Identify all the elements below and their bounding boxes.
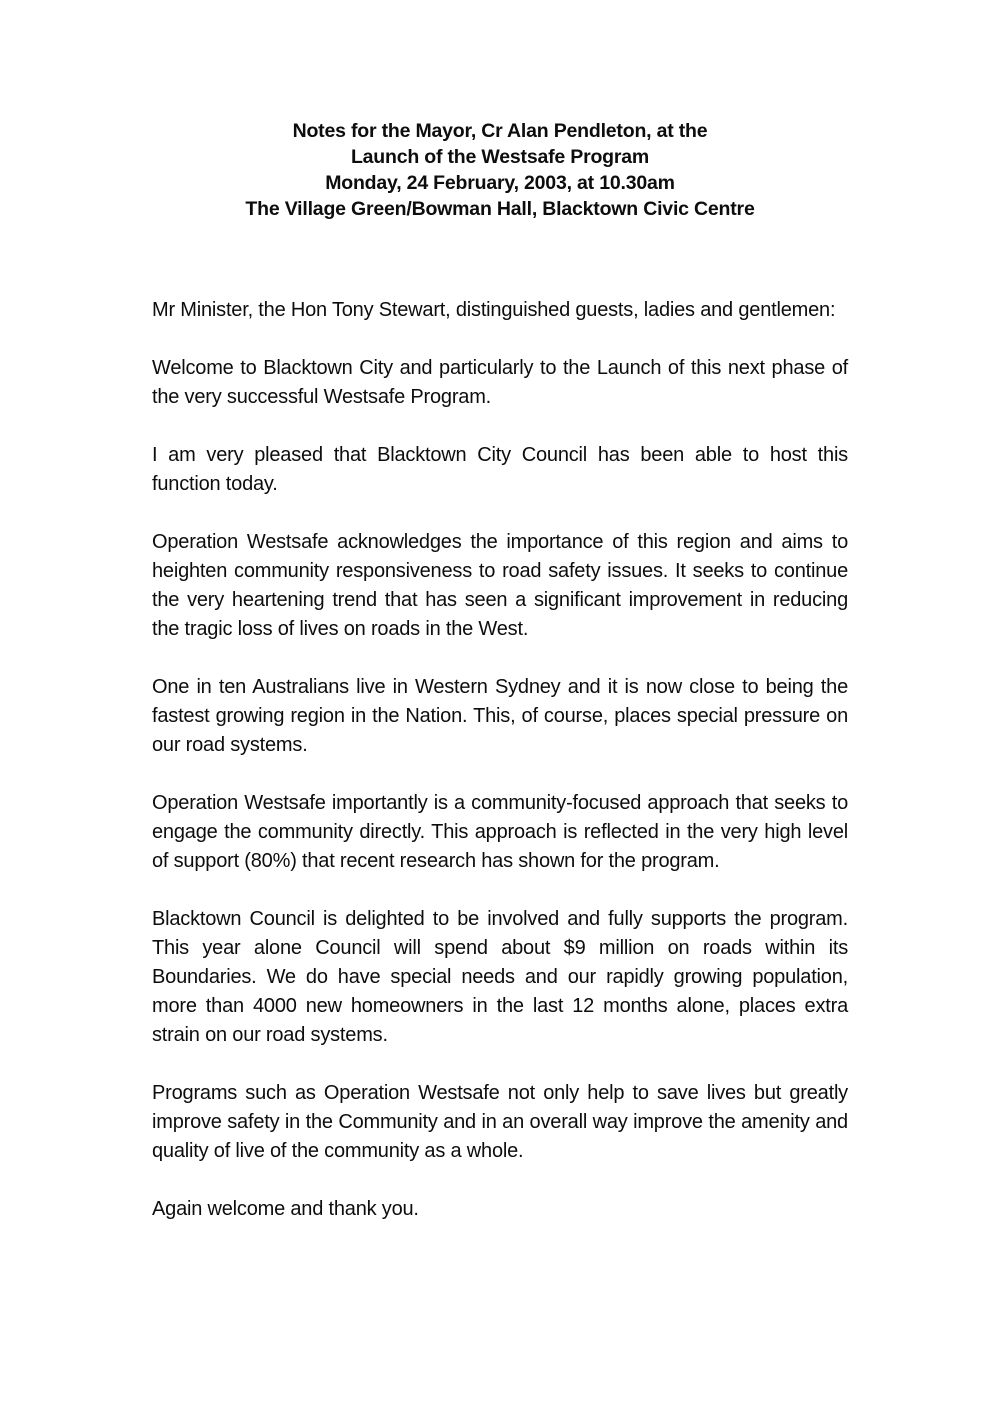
- title-line-4: The Village Green/Bowman Hall, Blacktown Civic Centre: [245, 198, 755, 220]
- paragraph-council-support: Blacktown Council is delighted to be involved and fully supports the program. This year alone Council will spend about $9 million on roads within its Boundaries. We do have special needs and our rapidly growing population, more than 4000 new homeowners in the last 12 months alone, places extra strain on our road systems.: [152, 908, 848, 1046]
- paragraph-programs-benefit: Programs such as Operation Westsafe not only help to save lives but greatly improve safety in the Community and in an overall way improve the amenity and quality of live of the community as a whole.: [152, 1082, 848, 1162]
- paragraph-salutation: Mr Minister, the Hon Tony Stewart, distinguished guests, ladies and gentlemen:: [152, 299, 836, 321]
- paragraph-host: I am very pleased that Blacktown City Council has been able to host this function today.: [152, 444, 848, 495]
- title-line-1: Notes for the Mayor, Cr Alan Pendleton, at the: [292, 120, 708, 142]
- title-line-2: Launch of the Westsafe Program: [350, 146, 650, 168]
- paragraph-western-sydney: One in ten Australians live in Western Sydney and it is now close to being the fastest growing region in the Nation. This, of course, places special pressure on our road systems.: [152, 676, 848, 756]
- paragraph-operation-westsafe: Operation Westsafe acknowledges the importance of this region and aims to heighten community responsiveness to road safety issues. It seeks to continue the very heartening trend that has seen a significant improvement in reducing the tragic loss of lives on roads in the West.: [152, 531, 848, 640]
- title-line-3: Monday, 24 February, 2003, at 10.30am: [325, 172, 675, 194]
- paragraph-closing: Again welcome and thank you.: [152, 1198, 419, 1220]
- document-title-block: [152, 118, 848, 222]
- document-body: [152, 296, 848, 1224]
- paragraph-community-focused: Operation Westsafe importantly is a community-focused approach that seeks to engage the community directly. This approach is reflected in the very high level of support (80%) that recent research has shown for the program.: [152, 792, 848, 872]
- paragraph-welcome: Welcome to Blacktown City and particularly to the Launch of this next phase of the very successful Westsafe Program.: [152, 357, 848, 408]
